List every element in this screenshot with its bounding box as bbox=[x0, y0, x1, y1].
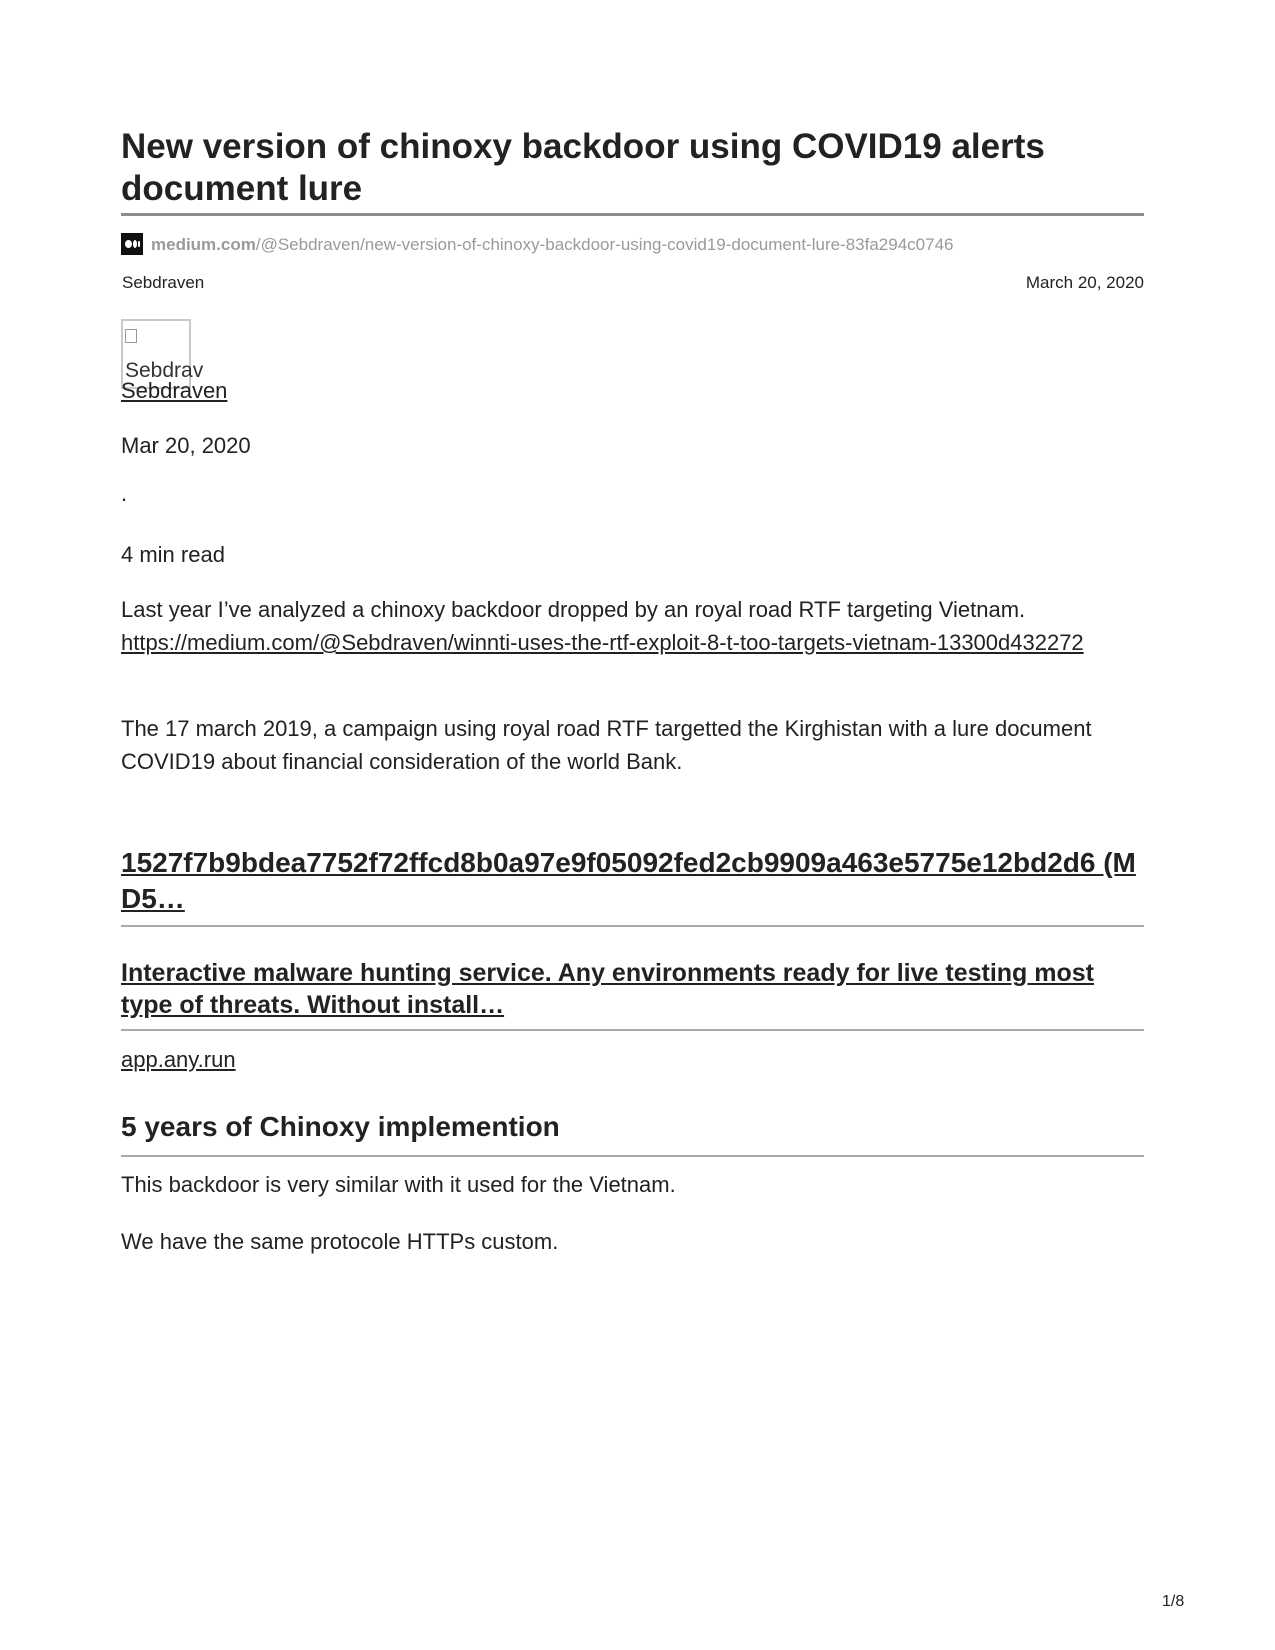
byline-date: Mar 20, 2020 bbox=[121, 433, 251, 458]
service-domain-link[interactable]: app.any.run bbox=[121, 1047, 236, 1072]
source-url[interactable] bbox=[121, 234, 954, 256]
paragraph-protocol: We have the same protocole HTTPs custom. bbox=[121, 1229, 559, 1254]
page-number: 1/8 bbox=[1162, 1593, 1185, 1610]
read-time: 4 min read bbox=[121, 542, 225, 567]
section-divider bbox=[121, 1155, 1144, 1157]
medium-logo-icon bbox=[121, 233, 143, 255]
title-divider bbox=[121, 213, 1144, 216]
vietnam-article-link[interactable]: https://medium.com/@Sebdraven/winnti-uses-the-rtf-exploit-8-t-too-targets-vietnam-13300d432272 bbox=[121, 630, 1084, 655]
hash-embed-title[interactable]: 1527f7b9bdea7752f72ffcd8b0a97e9f05092fed2cb9909a463e5775e12bd2d6 (MD5… bbox=[121, 847, 1136, 914]
service-divider bbox=[121, 1029, 1144, 1031]
paragraph-intro-text: Last year I’ve analyzed a chinoxy backdoor dropped by an royal road RTF targeting Vietnam. bbox=[121, 597, 1026, 622]
paragraph-intro bbox=[121, 593, 1144, 659]
author-link[interactable]: Sebdraven bbox=[121, 378, 228, 403]
meta-author: Sebdraven bbox=[122, 273, 205, 292]
paragraph-campaign: The 17 march 2019, a campaign using royal road RTF targetted the Kirghistan with a lure document COVID19 about financial consideration of the world Bank. bbox=[121, 716, 1092, 774]
paragraph-similarity: This backdoor is very similar with it used for the Vietnam. bbox=[121, 1172, 676, 1197]
avatar-alt-text: Sebdrav bbox=[125, 359, 204, 382]
byline-separator: . bbox=[121, 481, 128, 506]
hash-divider bbox=[121, 925, 1144, 927]
service-embed-title[interactable]: Interactive malware hunting service. Any environments ready for live testing most type of threats. Without install… bbox=[121, 959, 1094, 1019]
source-path: /@Sebdraven/new-version-of-chinoxy-backdoor-using-covid19-document-lure-83fa294c0746 bbox=[255, 235, 954, 254]
broken-image-icon bbox=[125, 329, 137, 343]
source-domain: medium.com bbox=[151, 235, 256, 254]
section-heading: 5 years of Chinoxy implemention bbox=[121, 1111, 560, 1142]
article-title: New version of chinoxy backdoor using COVID19 alerts document lure bbox=[121, 127, 1045, 208]
meta-date: March 20, 2020 bbox=[1025, 273, 1144, 292]
